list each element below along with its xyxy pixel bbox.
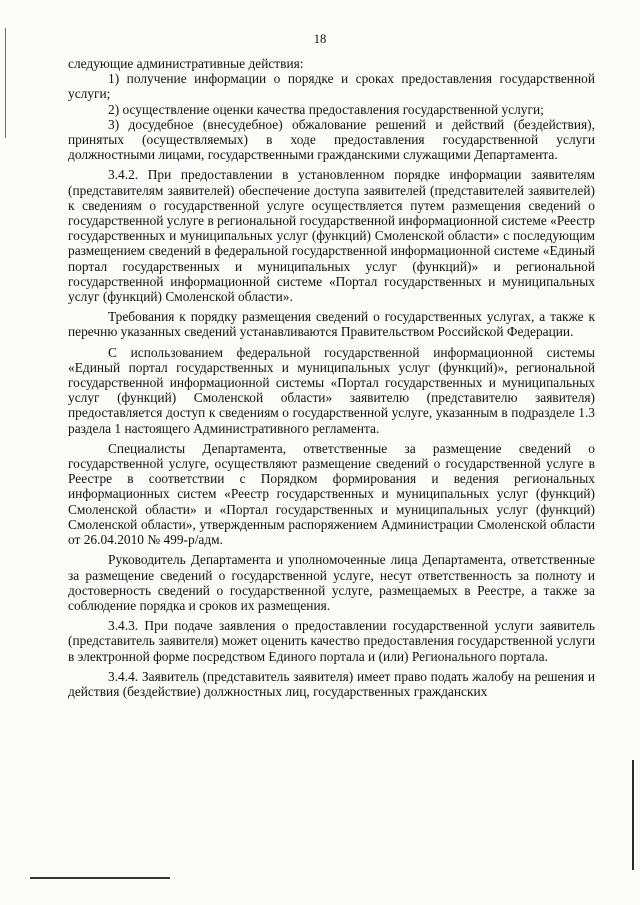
paragraph-3-4-4: 3.4.4. Заявитель (представитель заявителя) имеет право подать жалобу на решения и действия (бездействие) должностных лиц, государственных гражданских [68,668,595,699]
document-body [68,56,595,699]
paragraph-item-1: 1) получение информации о порядке и сроках предоставления государственной услуги; [68,71,595,102]
scan-line-bottom [30,877,170,879]
paragraph-intro: следующие административные действия: [68,56,304,71]
paragraph-3-4-3: 3.4.3. При подаче заявления о предоставлении государственной услуги заявитель (представитель заявителя) может оценить качество предоставления государственной услуги в электронной форме посредством Единого портала и (или) Регионального портала. [68,618,595,664]
paragraph-3-4-2: 3.4.2. При предоставлении в установленном порядке информации заявителям (представителям заявителей) обеспечение доступа заявителей (представителей заявителей) к сведениям о государственной услуге осуществляется путем размещения сведений о государственной услуге в региональной государственной информационной системе «Реестр государственных и муниципальных услуг (функций) Смоленской области» с последующим размещением сведений в федеральной государственной информационной системе «Единый портал государственных и муниципальных услуг (функций)» и региональной государственной информационной системе «Портал государственных и муниципальных услуг (функций) Смоленской области». [68,167,595,305]
scan-edge-right [632,760,634,870]
paragraph-requirements: Требования к порядку размещения сведений о государственных услугах, а также к перечню указанных сведений устанавливаются Правительством Российской Федерации. [68,309,595,340]
paragraph-item-3: 3) досудебное (внесудебное) обжалование решений и действий (бездействия), принятых (осуществляемых) в ходе предоставления государственной услуги должностными лицами, государственными гражданскими служащими Департамента. [68,116,595,163]
paragraph-head-of-department: Руководитель Департамента и уполномоченные лица Департамента, ответственные за размещение сведений о государственной услуге, несут ответственность за полноту и достоверность сведений о государственной услуге, размещаемых в Реестре, а также за соблюдение порядка и сроков их размещения. [68,552,595,613]
paragraph-portal-access: С использованием федеральной государственной информационной системы «Единый портал государственных и муниципальных услуг (функций)», региональной государственной информационной системы «Портал государственных и муниципальных услуг (функций) Смоленской области» заявителю (представителю заявителя) предоставляется доступ к сведениям о государственной услуге, указанным в подразделе 1.3 раздела 1 настоящего Административного регламента. [68,344,595,436]
page-number: 18 [313,32,327,46]
paragraph-item-2: 2) осуществление оценки качества предоставления государственной услуги; [108,101,544,117]
paragraph-specialists: Специалисты Департамента, ответственные за размещение сведений о государственной услуге, осуществляют размещение сведений о государственной услуге в Реестре в соответствии с Порядком формирования и ведения региональных информационных систем «Реестр государственных и муниципальных услуг (функций) Смоленской области» и «Портал государственных и муниципальных услуг (функций) Смоленской области», утвержденным распоряжением Администрации Смоленской области от 26.04.2010 № 499-р/адм. [68,440,595,548]
